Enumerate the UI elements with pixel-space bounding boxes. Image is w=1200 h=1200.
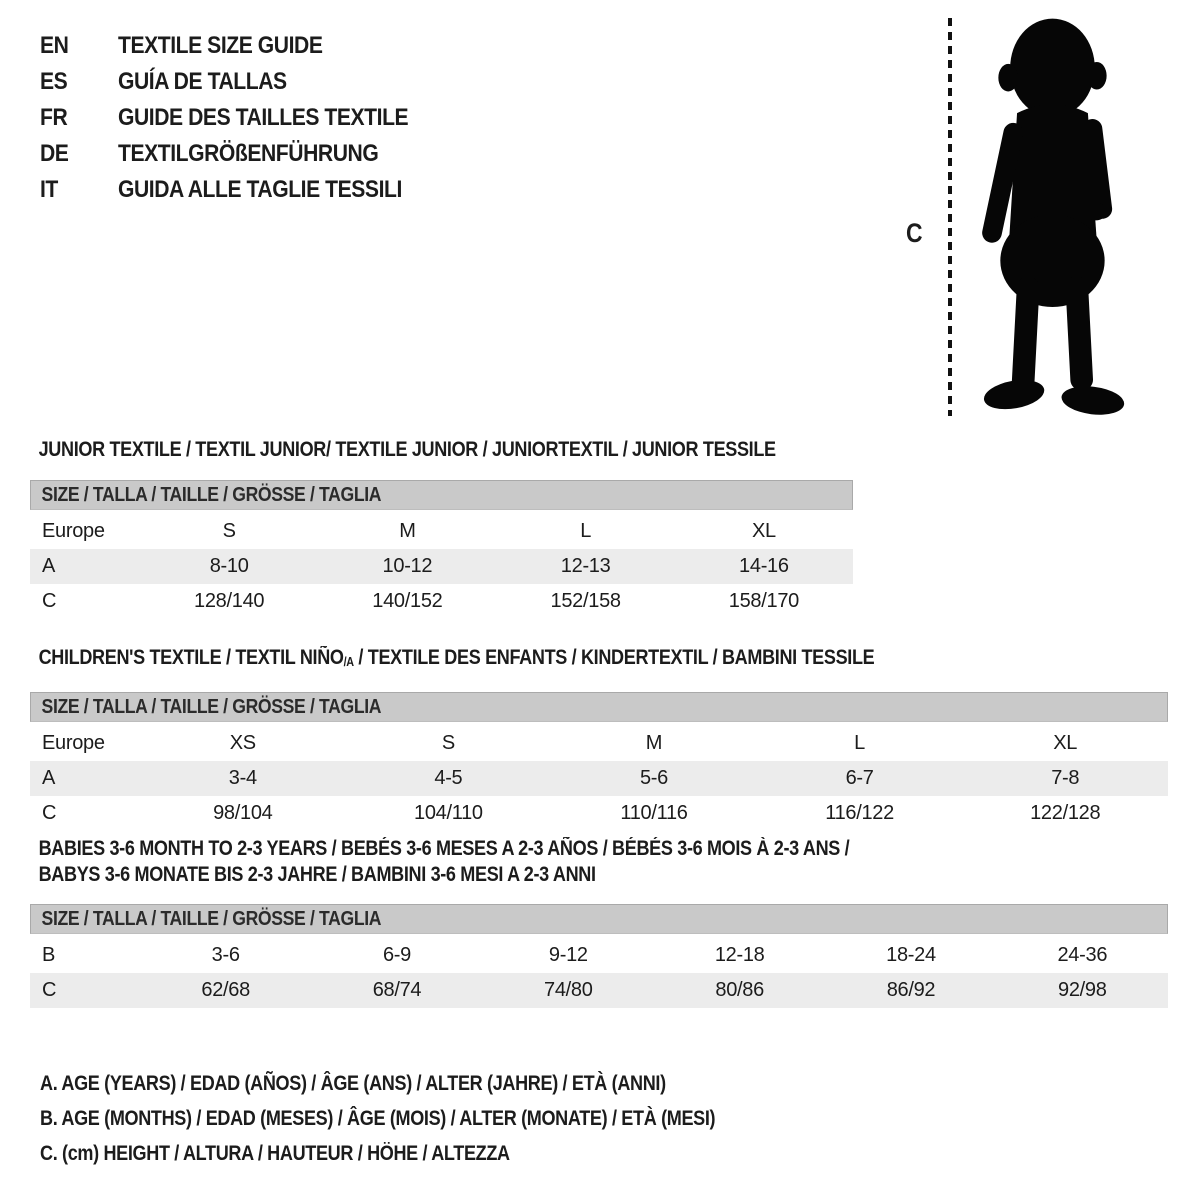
childrens-section-title: [30, 645, 1009, 675]
childrens-height-value: 110/116: [620, 801, 688, 824]
legend-line-b: B. AGE (MONTHS) / EDAD (MESES) / ÂGE (MOIS) / ALTER (MONATE) / ETÀ (MESI): [40, 1107, 716, 1130]
babies-height-value: 80/86: [715, 979, 764, 1001]
babies-height-value: 68/74: [372, 979, 422, 1001]
lang-code-de: DE: [40, 140, 69, 167]
lang-label-de: TEXTILGRÖßENFÜHRUNG: [118, 140, 379, 167]
babies-textile-section: [30, 836, 1168, 1008]
childrens-height-value: 116/122: [825, 801, 894, 824]
junior-size-col: XL: [751, 520, 776, 542]
childrens-age-value: 4-5: [434, 766, 463, 789]
junior-age-value: 12-13: [560, 555, 611, 577]
babies-height-row-label: C: [42, 979, 57, 1001]
baby-ear-right: [1087, 62, 1107, 90]
childrens-title-pre: CHILDREN'S TEXTILE / TEXTIL NIÑO: [38, 646, 344, 669]
babies-height-value: 92/98: [1058, 979, 1107, 1001]
childrens-region-label: Europe: [42, 731, 105, 754]
babies-height-row: [30, 973, 1168, 1008]
junior-age-value: 10-12: [382, 555, 433, 577]
junior-height-value: 152/158: [550, 590, 621, 612]
junior-size-band-label: SIZE / TALLA / TAILLE / GRÖSSE / TAGLIA: [41, 484, 382, 506]
lang-code-it: IT: [40, 176, 58, 203]
junior-height-value: 140/152: [372, 590, 443, 612]
childrens-size-band-label: SIZE / TALLA / TAILLE / GRÖSSE / TAGLIA: [41, 695, 382, 718]
junior-header-row: [30, 514, 853, 549]
junior-size-col: M: [399, 520, 416, 542]
lang-label-en: TEXTILE SIZE GUIDE: [118, 32, 323, 59]
childrens-height-row-label: C: [42, 801, 57, 824]
babies-size-band: [30, 904, 1168, 934]
childrens-size-band: [30, 692, 1168, 722]
measure-legend: [40, 1066, 825, 1171]
babies-size-band-label: SIZE / TALLA / TAILLE / GRÖSSE / TAGLIA: [41, 908, 382, 930]
childrens-age-value: 5-6: [639, 766, 668, 789]
junior-age-value: 14-16: [739, 555, 789, 577]
childrens-size-col: S: [441, 731, 455, 754]
childrens-size-col: M: [645, 731, 663, 754]
babies-section-title-line1: BABIES 3-6 MONTH TO 2-3 YEARS / BEBÉS 3-6 MESES A 2-3 AÑOS / BÉBÉS 3-6 MOIS À 2-3 ANS /: [38, 837, 850, 860]
lang-code-es: ES: [40, 68, 68, 95]
childrens-size-col: XL: [1053, 731, 1078, 754]
baby-leg-left: [1011, 276, 1040, 393]
childrens-title-sub: /A: [343, 654, 354, 669]
childrens-age-row-label: A: [42, 766, 56, 789]
lang-label-es: GUÍA DE TALLAS: [118, 68, 287, 95]
lang-code-en: EN: [40, 32, 69, 59]
childrens-age-value: 7-8: [1051, 766, 1080, 789]
junior-region-label: Europe: [42, 520, 105, 542]
childrens-age-value: 3-4: [228, 766, 257, 789]
junior-height-value: 158/170: [728, 590, 799, 612]
childrens-height-row: [30, 796, 1168, 831]
childrens-age-value: 6-7: [845, 766, 874, 789]
babies-height-value: 62/68: [201, 979, 250, 1001]
junior-size-col: S: [222, 520, 236, 542]
babies-months-value: 12-18: [714, 944, 765, 966]
height-measure-label: C: [906, 218, 923, 248]
junior-height-row: [30, 584, 853, 619]
babies-months-value: 18-24: [886, 944, 936, 966]
lang-code-fr: FR: [40, 104, 68, 131]
baby-shorts: [1000, 215, 1104, 308]
baby-silhouette: [958, 12, 1145, 417]
junior-section-title: JUNIOR TEXTILE / TEXTIL JUNIOR/ TEXTILE JUNIOR / JUNIORTEXTIL / JUNIOR TESSILE: [38, 438, 776, 461]
lang-label-fr: GUIDE DES TAILLES TEXTILE: [118, 104, 409, 131]
junior-age-row: [30, 549, 853, 584]
childrens-textile-section: [30, 645, 1168, 831]
language-list: [40, 28, 448, 208]
childrens-header-row: [30, 726, 1168, 761]
babies-months-value: 24-36: [1057, 944, 1108, 966]
junior-height-row-label: C: [42, 590, 57, 612]
baby-head: [1010, 19, 1095, 117]
childrens-height-value: 122/128: [1030, 801, 1101, 824]
junior-height-value: 128/140: [194, 590, 265, 612]
legend-line-c: C. (cm) HEIGHT / ALTURA / HAUTEUR / HÖHE / ALTEZZA: [40, 1142, 510, 1165]
babies-months-row-label: B: [42, 944, 56, 966]
junior-textile-section: [30, 437, 853, 619]
lang-label-it: GUIDA ALLE TAGLIE TESSILI: [118, 176, 402, 203]
childrens-height-value: 98/104: [213, 801, 273, 824]
babies-months-value: 9-12: [548, 944, 588, 966]
babies-height-value: 86/92: [886, 979, 936, 1001]
junior-age-value: 8-10: [209, 555, 249, 577]
babies-section-title-line2: BABYS 3-6 MONATE BIS 2-3 JAHRE / BAMBINI 3-6 MESI A 2-3 ANNI: [38, 863, 596, 886]
childrens-size-col: XS: [229, 731, 256, 754]
childrens-height-value: 104/110: [414, 801, 483, 824]
baby-foot-left: [982, 376, 1047, 414]
junior-size-band: [30, 480, 853, 510]
babies-months-row: [30, 938, 1168, 973]
childrens-age-row: [30, 761, 1168, 796]
legend-line-a: A. AGE (YEARS) / EDAD (AÑOS) / ÂGE (ANS) / ALTER (JAHRE) / ETÀ (ANNI): [40, 1072, 666, 1095]
childrens-size-col: L: [854, 731, 865, 754]
childrens-title-post: / TEXTILE DES ENFANTS / KINDERTEXTIL / BAMBINI TESSILE: [353, 646, 875, 669]
junior-age-row-label: A: [42, 555, 56, 577]
babies-height-value: 74/80: [544, 979, 593, 1001]
baby-foot-right: [1060, 383, 1126, 417]
junior-size-col: L: [580, 520, 592, 542]
baby-hand-right: [1085, 203, 1107, 221]
babies-months-value: 6-9: [382, 944, 411, 966]
babies-months-value: 3-6: [211, 944, 240, 966]
height-measure-dashed-line: [948, 18, 952, 416]
baby-ear-left: [998, 64, 1018, 92]
